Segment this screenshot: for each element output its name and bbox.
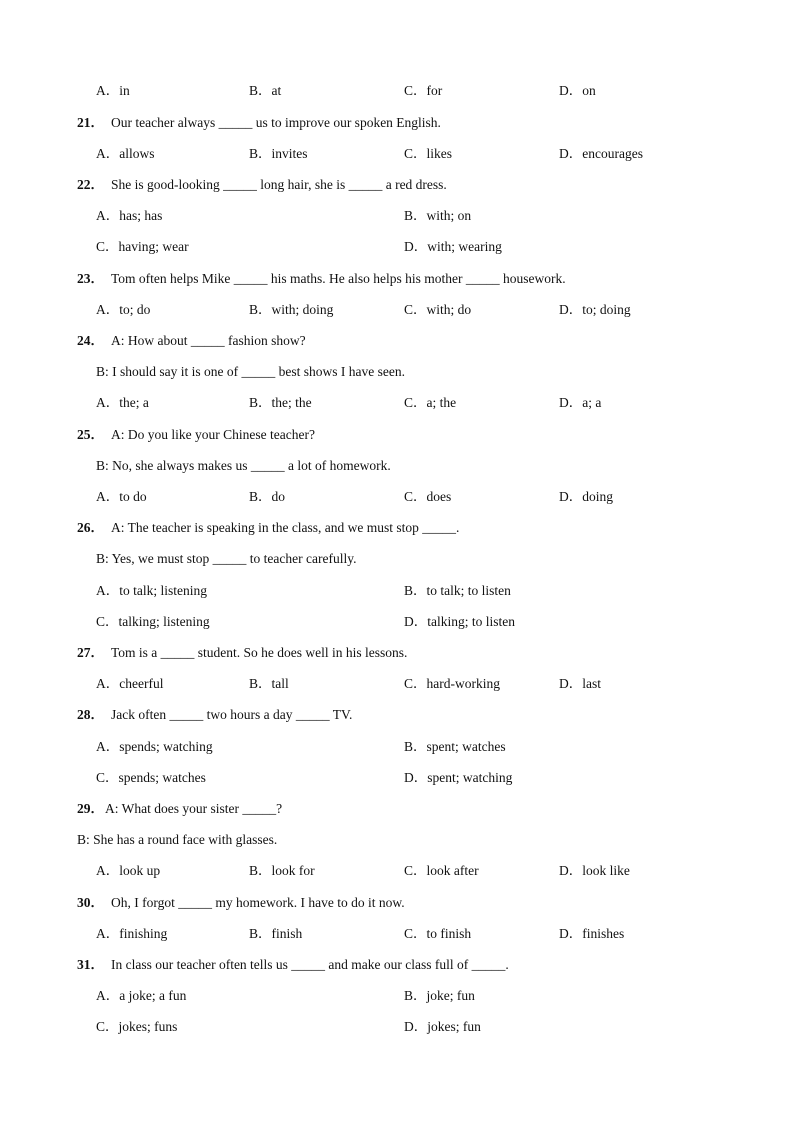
- q22-option-d: D．with; wearing: [404, 239, 502, 254]
- question-25: [77, 425, 315, 445]
- question-text: A: What does your sister _____?: [105, 801, 283, 816]
- q29-option-b: B．look for: [249, 863, 315, 878]
- q20-option-d: D．on: [559, 83, 596, 98]
- q27-option-d: D．last: [559, 676, 601, 691]
- q30-option-b: B．finish: [249, 926, 303, 941]
- q20-option-b: B．at: [249, 83, 282, 98]
- question-26-line-2: B: Yes, we must stop _____ to teacher carefully.: [96, 551, 357, 566]
- question-27: [77, 643, 407, 663]
- question-number: 24．: [77, 333, 104, 348]
- q22-option-c: C．having; wear: [96, 239, 189, 254]
- q21-option-a: A．allows: [96, 146, 155, 161]
- question-number: 28．: [77, 707, 104, 722]
- question-number: 27．: [77, 645, 104, 660]
- question-23: [77, 269, 566, 289]
- q31-option-a: A．a joke; a fun: [96, 988, 187, 1003]
- q28-option-a: A．spends; watching: [96, 739, 213, 754]
- q30-option-d: D．finishes: [559, 926, 625, 941]
- question-text: Oh, I forgot _____ my homework. I have to do it now.: [111, 895, 405, 910]
- q23-option-d: D．to; doing: [559, 302, 631, 317]
- question-text: Our teacher always _____ us to improve our spoken English.: [111, 115, 441, 130]
- question-number: 29．: [77, 801, 104, 816]
- question-number: 21．: [77, 115, 104, 130]
- question-text: Tom often helps Mike _____ his maths. He also helps his mother _____ housework.: [111, 271, 566, 286]
- q28-option-d: D．spent; watching: [404, 770, 513, 785]
- q21-option-b: B．invites: [249, 146, 308, 161]
- q31-option-c: C．jokes; funs: [96, 1019, 178, 1034]
- q22-option-b: B．with; on: [404, 208, 472, 223]
- question-text: A: The teacher is speaking in the class, and we must stop _____.: [111, 520, 460, 535]
- q29-option-c: C．look after: [404, 863, 479, 878]
- q27-option-c: C．hard-working: [404, 676, 500, 691]
- q30-option-a: A．finishing: [96, 926, 168, 941]
- question-number: 22．: [77, 177, 104, 192]
- q25-option-c: C．does: [404, 489, 452, 504]
- q24-option-b: B．the; the: [249, 395, 312, 410]
- q22-option-a: A．has; has: [96, 208, 163, 223]
- q23-option-a: A．to; do: [96, 302, 151, 317]
- q31-option-d: D．jokes; fun: [404, 1019, 481, 1034]
- q24-option-c: C．a; the: [404, 395, 457, 410]
- question-25-line-2: B: No, she always makes us _____ a lot of homework.: [96, 458, 391, 473]
- question-number: 23．: [77, 271, 104, 286]
- q23-option-b: B．with; doing: [249, 302, 334, 317]
- q20-option-c: C．for: [404, 83, 443, 98]
- q26-option-d: D．talking; to listen: [404, 614, 515, 629]
- q21-option-c: C．likes: [404, 146, 453, 161]
- question-29-line-2: B: She has a round face with glasses.: [77, 832, 278, 847]
- q31-option-b: B．joke; fun: [404, 988, 475, 1003]
- q29-option-d: D．look like: [559, 863, 630, 878]
- q23-option-c: C．with; do: [404, 302, 472, 317]
- question-26: [77, 518, 459, 538]
- question-text: Jack often _____ two hours a day _____ TV.: [111, 707, 353, 722]
- question-text: A: Do you like your Chinese teacher?: [111, 427, 315, 442]
- question-30: [77, 893, 405, 913]
- q30-option-c: C．to finish: [404, 926, 472, 941]
- question-24: [77, 331, 306, 351]
- q28-option-c: C．spends; watches: [96, 770, 206, 785]
- question-28: [77, 705, 352, 725]
- q25-option-d: D．doing: [559, 489, 613, 504]
- question-text: She is good-looking _____ long hair, she is _____ a red dress.: [111, 177, 447, 192]
- question-text: A: How about _____ fashion show?: [111, 333, 306, 348]
- q28-option-b: B．spent; watches: [404, 739, 506, 754]
- q25-option-a: A．to do: [96, 489, 147, 504]
- question-text: In class our teacher often tells us _____ and make our class full of _____.: [111, 957, 509, 972]
- q24-option-a: A．the; a: [96, 395, 149, 410]
- question-number: 30．: [77, 895, 104, 910]
- q21-option-d: D．encourages: [559, 146, 643, 161]
- q26-option-b: B．to talk; to listen: [404, 583, 511, 598]
- question-number: 25．: [77, 427, 104, 442]
- q20-option-a: A．in: [96, 83, 130, 98]
- question-text: Tom is a _____ student. So he does well in his lessons.: [111, 645, 408, 660]
- q26-option-a: A．to talk; listening: [96, 583, 207, 598]
- question-number: 26．: [77, 520, 104, 535]
- q29-option-a: A．look up: [96, 863, 161, 878]
- question-24-line-2: B: I should say it is one of _____ best shows I have seen.: [96, 364, 405, 379]
- question-22: [77, 175, 447, 195]
- q27-option-b: B．tall: [249, 676, 289, 691]
- question-number: 31．: [77, 957, 104, 972]
- question-31: [77, 955, 509, 975]
- q26-option-c: C．talking; listening: [96, 614, 210, 629]
- question-29: [77, 799, 282, 819]
- q25-option-b: B．do: [249, 489, 286, 504]
- question-21: [77, 113, 441, 133]
- q27-option-a: A．cheerful: [96, 676, 164, 691]
- q24-option-d: D．a; a: [559, 395, 602, 410]
